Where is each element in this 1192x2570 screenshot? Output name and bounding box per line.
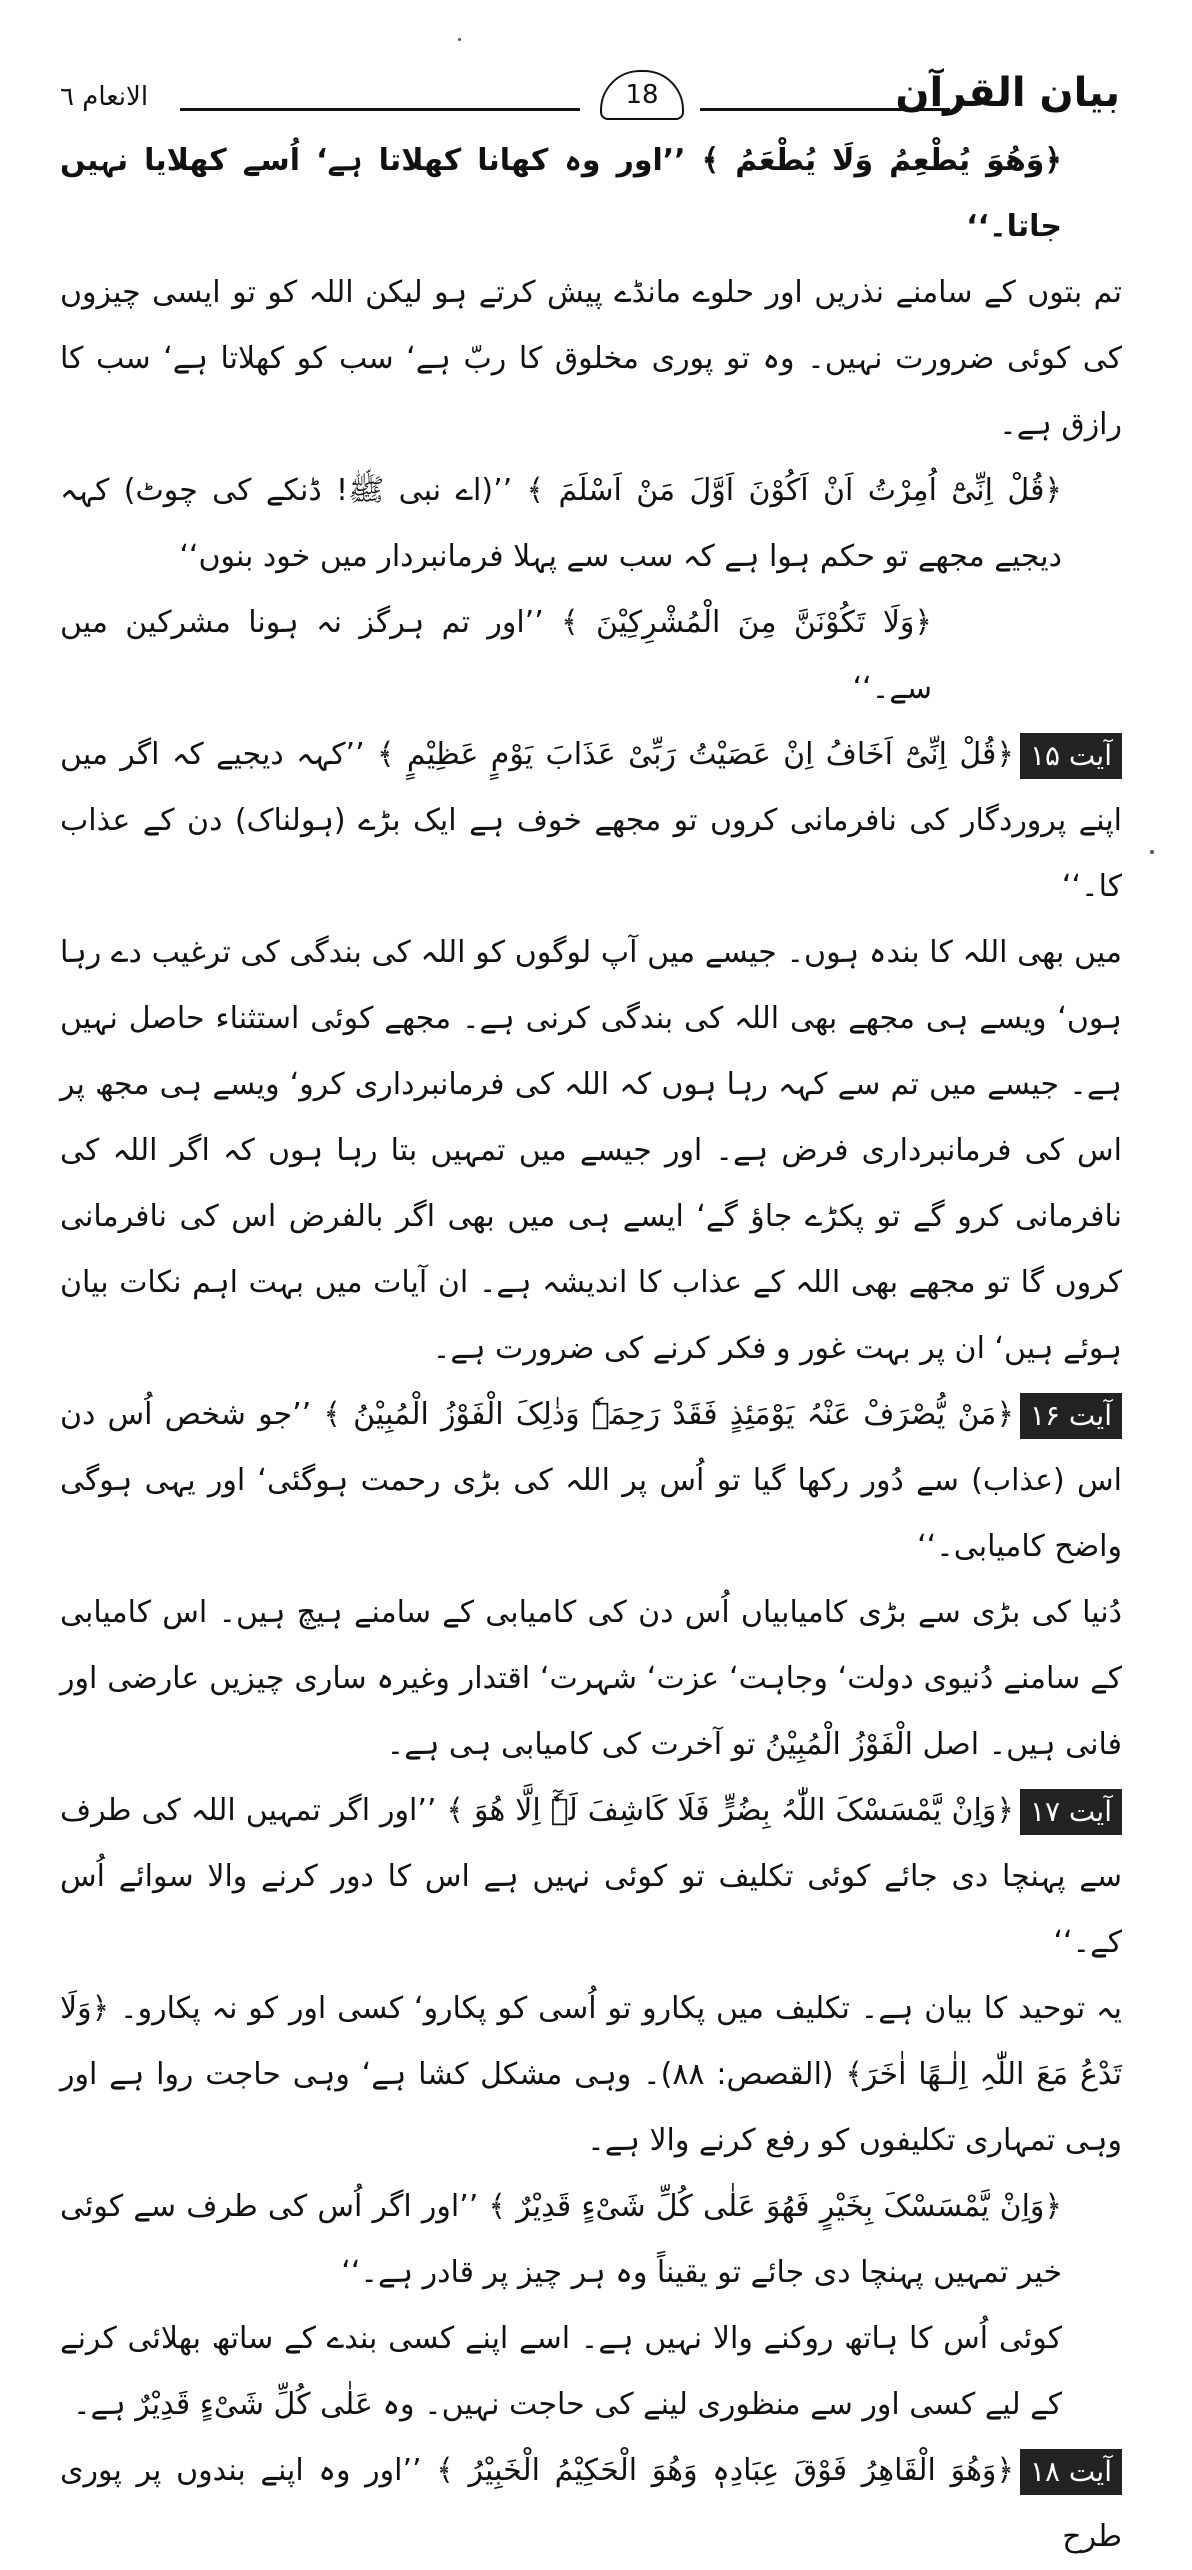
paragraph-text: کوئی اُس کا ہاتھ روکنے والا نہیں ہے۔ اسے اپنے کسی بندے کے ساتھ بھلائی کرنے کے لیے کسی اور سے منظوری لینے کی حاجت نہیں۔ وہ عَلٰی کُلِّ شَیْءٍ قَدِیْرٌ ہے۔ [60, 2321, 1062, 2422]
ayah-number-badge: آیت ۱۶ [1020, 1393, 1122, 1439]
text-paragraph [60, 1976, 1122, 2174]
paragraph-text: یہ توحید کا بیان ہے۔ تکلیف میں پکارو تو اُسی کو پکارو‘ کسی اور کو نہ پکارو۔ ﴿وَلَا تَدْعُ مَعَ اللّٰہِ اِلٰـھًا اٰخَرَ﴾ (القصص: ۸۸)۔ وہی مشکل کشا ہے‘ وہی حاجت روا ہے اور وہی تمہاری تکلیفوں کو رفع کرنے والا ہے۔ [60, 1991, 1122, 2158]
paragraph-text: ﴿وَھُوَ یُطْعِمُ وَلَا یُطْعَمُ ﴾ ’’اور وہ کھانا کھلاتا ہے‘ اُسے کھلایا نہیں جاتا۔‘‘ [60, 143, 1062, 244]
ayah-number-badge: آیت ۱۷ [1020, 1789, 1122, 1835]
paragraph-text: دُنیا کی بڑی سے بڑی کامیابیاں اُس دن کی کامیابی کے سامنے ہیچ ہیں۔ اس کامیابی کے سامنے دُنیوی دولت‘ وجاہت‘ عزت‘ شہرت‘ اقتدار وغیرہ ساری چیزیں عارضی اور فانی ہیں۔ اصل الْفَوْزُ الْمُبِیْنُ تو آخرت کی کامیابی ہی ہے۔ [60, 1595, 1122, 1762]
ayah-paragraph [60, 1778, 1122, 1976]
header-rule-left [180, 108, 580, 111]
ayah-paragraph [60, 2438, 1122, 2570]
paragraph-text: ﴿وَلَا تَکُوْنَنَّ مِنَ الْمُشْرِکِیْنَ ﴾ ’’اور تم ہرگز نہ ہونا مشرکین میں سے۔‘‘ [60, 605, 932, 706]
ayah-paragraph [60, 1382, 1122, 1580]
speck [458, 38, 461, 41]
paragraph-text: ﴿وَاِنْ یَّمْسَسْکَ بِخَیْرٍ فَھُوَ عَلٰی کُلِّ شَیْءٍ قَدِیْرٌ ﴾ ’’اور اگر اُس کی طرف سے کوئی خیر تمہیں پہنچا دی جائے تو یقیناً وہ ہر چیز پر قادر ہے۔‘‘ [60, 2189, 1062, 2290]
page-header [60, 70, 1120, 130]
paragraph-text: میں بھی اللہ کا بندہ ہوں۔ جیسے میں آپ لوگوں کو اللہ کی بندگی کی ترغیب دے رہا ہوں‘ ویسے ہی مجھے بھی اللہ کی بندگی کرنی ہے۔ مجھے کوئی استثناء حاصل نہیں ہے۔ جیسے میں تم سے کہہ رہا ہوں کہ اللہ کی فرمانبرداری کرو‘ ویسے ہی مجھ پر اس کی فرمانبرداری فرض ہے۔ اور جیسے میں تمہیں بتا رہا ہوں کہ اگر اللہ کی نافرمانی کرو گے تو پکڑے جاؤ گے‘ ایسے ہی میں بھی اگر بالفرض اس کی نافرمانی کروں گا تو مجھے بھی اللہ کے عذاب کا اندیشہ ہے۔ ان آیات میں بہت اہم نکات بیان ہوئے ہیں‘ ان پر بہت غور و فکر کرنے کی ضرورت ہے۔ [60, 935, 1122, 1366]
speck [1150, 850, 1154, 854]
paragraph-text: ﴿وَھُوَ الْقَاھِرُ فَوْقَ عِبَادِہٖ وَھُوَ الْحَکِیْمُ الْخَبِیْرُ ﴾ ’’اور وہ اپنے بندوں پر پوری طرح [60, 2453, 1122, 2554]
paragraph-text: ﴿قُلْ اِنِّیْٓ اُمِرْتُ اَنْ اَکُوْنَ اَوَّلَ مَنْ اَسْلَمَ ﴾ ’’(اے نبی ﷺ! ڈنکے کی چوٹ) کہہ دیجیے مجھے تو حکم ہوا ہے کہ سب سے پہلا فرمانبردار میں خود بنوں‘‘ [60, 473, 1062, 574]
text-paragraph [60, 590, 1122, 722]
paragraph-text: ﴿مَنْ یُّصْرَفْ عَنْہُ یَوْمَئِذٍ فَقَدْ رَحِمَہٗ وَذٰلِکَ الْفَوْزُ الْمُبِیْنُ ﴾ ’’جو شخص اُس دن اس (عذاب) سے دُور رکھا گیا تو اُس پر اللہ کی بڑی رحمت ہوگئی‘ اور یہی ہوگی واضح کامیابی۔‘‘ [60, 1397, 1122, 1564]
paragraph-text: ﴿قُلْ اِنِّیْٓ اَخَافُ اِنْ عَصَیْتُ رَبِّیْ عَذَابَ یَوْمٍ عَظِیْمٍ ﴾ ’’کہہ دیجیے کہ اگر میں اپنے پروردگار کی نافرمانی کروں تو مجھے خوف ہے ایک بڑے (ہولناک) دن کے عذاب کا۔‘‘ [60, 737, 1122, 904]
paragraph-text: ﴿وَاِنْ یَّمْسَسْکَ اللّٰہُ بِضُرٍّ فَلَا کَاشِفَ لَہٗٓ اِلَّا ھُوَ ﴾ ’’اور اگر تمہیں اللہ کی طرف سے پہنچا دی جائے کوئی تکلیف تو کوئی نہیں ہے اس کا دور کرنے والا سوائے اُس کے۔‘‘ [60, 1793, 1122, 1960]
text-paragraph [60, 2174, 1122, 2306]
ayah-number-badge: آیت ۱۵ [1020, 733, 1122, 779]
text-paragraph [60, 458, 1122, 590]
text-paragraph [60, 2306, 1122, 2438]
text-paragraph [60, 920, 1122, 1382]
ayah-paragraph [60, 722, 1122, 920]
ayah-number-badge: آیت ۱۸ [1020, 2449, 1122, 2495]
page-number: 18 [600, 70, 684, 120]
surah-name: الانعام ٦ [60, 82, 149, 112]
text-paragraph [60, 1580, 1122, 1778]
text-paragraph [60, 260, 1122, 458]
paragraph-text: تم بتوں کے سامنے نذریں اور حلوے مانڈے پیش کرتے ہو لیکن اللہ کو تو ایسی چیزوں کی کوئی ضرورت نہیں۔ وہ تو پوری مخلوق کا ربّ ہے‘ سب کو کھلاتا ہے‘ سب کا رازق ہے۔ [60, 275, 1122, 442]
book-title: بیان القرآن [895, 70, 1120, 116]
body-text [60, 128, 1122, 2570]
text-paragraph [60, 128, 1122, 260]
